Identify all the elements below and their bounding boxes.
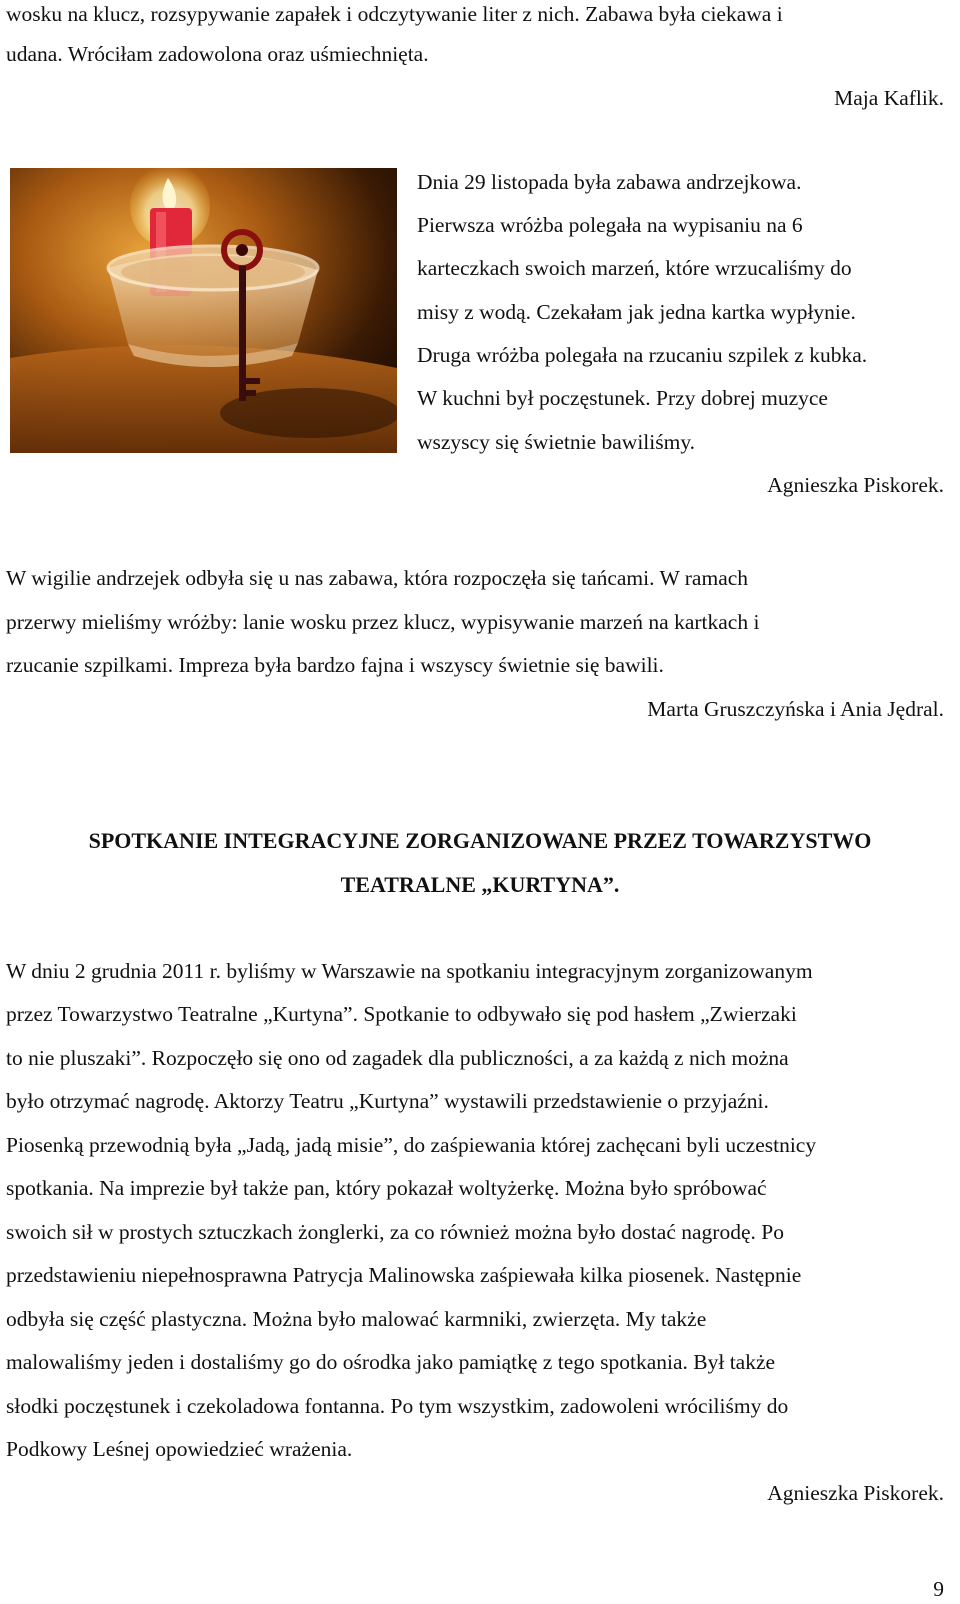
andrzejki-line-4: misy z wodą. Czekałam jak jedna kartka wypłynie.	[417, 300, 856, 324]
wigilia-line-2: przerwy mieliśmy wróżby: lanie wosku przez klucz, wypisywanie marzeń na kartkach i	[6, 610, 760, 634]
intro-line-1: wosku na klucz, rozsypywanie zapałek i odczytywanie liter z nich. Zabawa była ciekawa i	[6, 2, 783, 26]
article-author: Agnieszka Piskorek.	[767, 1481, 944, 1505]
andrzejki-line-1: Dnia 29 listopada była zabawa andrzejkowa.	[417, 170, 802, 194]
article-line-12: Podkowy Leśnej opowiedzieć wrażenia.	[6, 1437, 353, 1461]
article-line-9: odbyła się część plastyczna. Można było malować karmniki, zwierzęta. My także	[6, 1307, 707, 1331]
article-line-3: to nie pluszaki”. Rozpoczęło się ono od zagadek dla publiczności, a za każdą z nich można	[6, 1046, 789, 1070]
article-line-8: przedstawieniu niepełnosprawna Patrycja Malinowska zaśpiewała kilka piosenek. Następnie	[6, 1263, 802, 1287]
candle-bowl-key-photo	[10, 168, 397, 453]
article-heading-line-2: TEATRALNE „KURTYNA”.	[340, 872, 620, 897]
andrzejki-line-5: Druga wróżba polegała na rzucaniu szpilek z kubka.	[417, 343, 868, 367]
page-number: 9	[933, 1577, 944, 1601]
article-line-6: spotkania. Na imprezie był także pan, który pokazał woltyżerkę. Można było spróbować	[6, 1176, 767, 1200]
andrzejki-author: Agnieszka Piskorek.	[767, 473, 944, 497]
andrzejki-line-7: wszyscy się świetnie bawiliśmy.	[417, 430, 696, 454]
article-line-11: słodki poczęstunek i czekoladowa fontanna. Po tym wszystkim, zadowoleni wróciliśmy do	[6, 1394, 789, 1418]
wigilia-line-1: W wigilie andrzejek odbyła się u nas zabawa, która rozpoczęła się tańcami. W ramach	[6, 566, 749, 590]
intro-author: Maja Kaflik.	[834, 86, 944, 110]
andrzejki-line-3: karteczkach swoich marzeń, które wrzucaliśmy do	[417, 256, 852, 280]
andrzejki-line-2: Pierwsza wróżba polegała na wypisaniu na 6	[417, 213, 803, 237]
andrzejki-line-6: W kuchni był poczęstunek. Przy dobrej muzyce	[417, 386, 828, 410]
article-heading-line-1: SPOTKANIE INTEGRACYJNE ZORGANIZOWANE PRZEZ TOWARZYSTWO	[88, 828, 872, 853]
article-line-10: malowaliśmy jeden i dostaliśmy go do ośrodka jako pamiątkę z tego spotkania. Był także	[6, 1350, 776, 1374]
article-line-1: W dniu 2 grudnia 2011 r. byliśmy w Warszawie na spotkaniu integracyjnym zorganizowanym	[6, 959, 813, 983]
article-line-2: przez Towarzystwo Teatralne „Kurtyna”. Spotkanie to odbywało się pod hasłem „Zwierzaki	[6, 1002, 797, 1026]
article-line-7: swoich sił w prostych sztuczkach żonglerki, za co również można było dostać nagrodę. Po	[6, 1220, 784, 1244]
intro-line-2: udana. Wróciłam zadowolona oraz uśmiechnięta.	[6, 42, 429, 66]
article-line-5: Piosenką przewodnią była „Jadą, jadą misie”, do zaśpiewania której zachęcani byli uczestnicy	[6, 1133, 817, 1157]
wigilia-line-3: rzucanie szpilkami. Impreza była bardzo fajna i wszyscy świetnie się bawili.	[6, 653, 664, 677]
article-line-4: było otrzymać nagrodę. Aktorzy Teatru „Kurtyna” wystawili przedstawienie o przyjaźni.	[6, 1089, 769, 1113]
wigilia-author: Marta Gruszczyńska i Ania Jędral.	[647, 697, 944, 721]
